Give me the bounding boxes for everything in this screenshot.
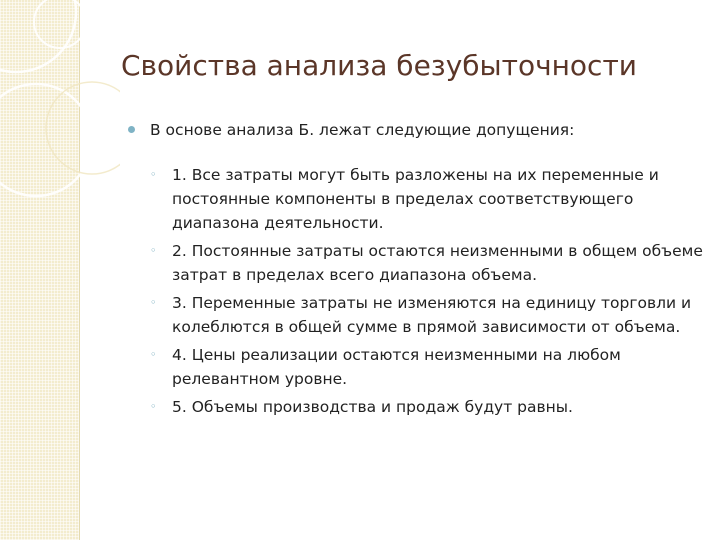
list-item <box>128 163 703 235</box>
list-item-text: 4. Цены реализации остаются неизменными на любом релевантном уровне. <box>172 346 621 388</box>
slide-title: Свойства анализа безубыточности <box>121 49 637 82</box>
slide-content <box>128 118 703 423</box>
hollow-circle-bullet-icon: ◦ <box>150 400 157 413</box>
list-item-text: 2. Постоянные затраты остаются неизменными в общем объеме затрат в пределах всего диапазона объема. <box>172 242 703 284</box>
list-item-text: 1. Все затраты могут быть разложены на их переменные и постоянные компоненты в пределах соответствующего диапазона деятельности. <box>172 166 659 232</box>
list-item <box>128 291 703 339</box>
list-item <box>128 395 703 419</box>
round-bullet-icon <box>128 126 135 133</box>
hollow-circle-bullet-icon: ◦ <box>150 244 157 257</box>
list-item <box>128 343 703 391</box>
list-item-text: 5. Объемы производства и продаж будут равны. <box>172 398 573 416</box>
list-item-text: 3. Переменные затраты не изменяются на единицу торговли и колеблются в общей сумме в прямой зависимости от объема. <box>172 294 692 336</box>
intro-bullet <box>128 118 703 142</box>
intro-text: В основе анализа Б. лежат следующие допущения: <box>150 121 575 139</box>
circle-ornament-icon <box>0 0 120 220</box>
hollow-circle-bullet-icon: ◦ <box>150 348 157 361</box>
assumptions-list <box>128 163 703 419</box>
hollow-circle-bullet-icon: ◦ <box>150 296 157 309</box>
list-item <box>128 239 703 287</box>
hollow-circle-bullet-icon: ◦ <box>150 168 157 181</box>
